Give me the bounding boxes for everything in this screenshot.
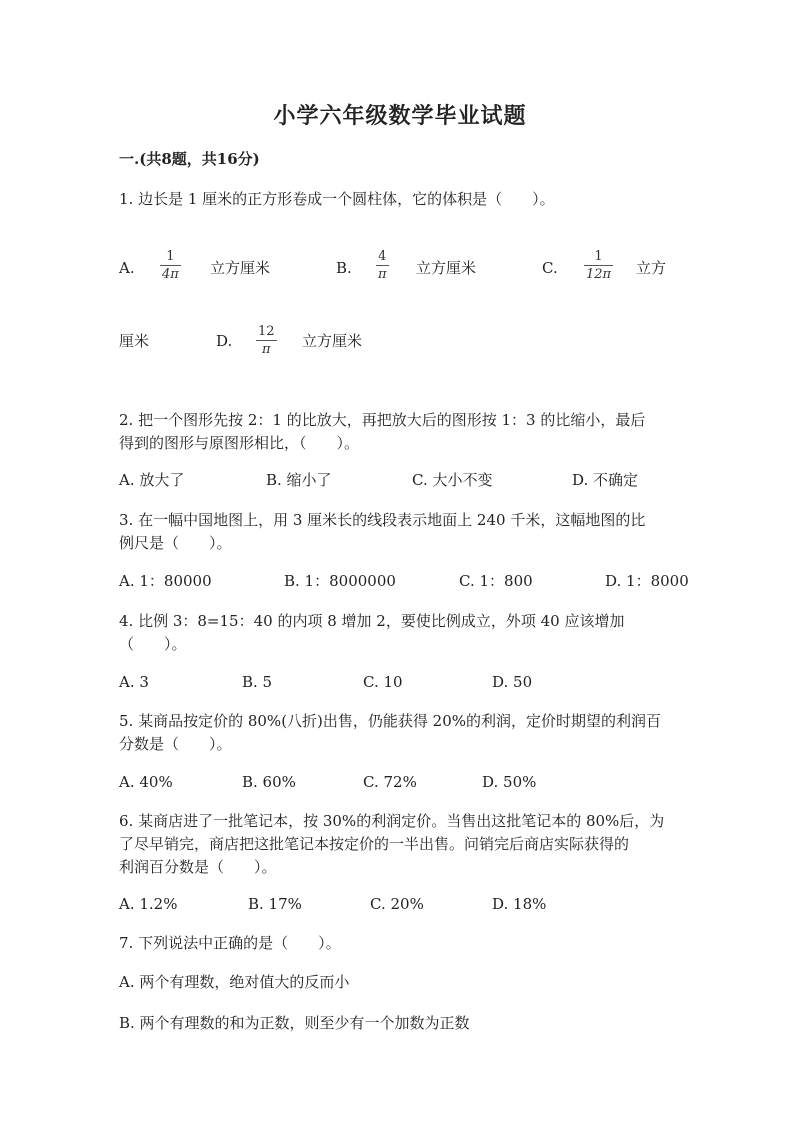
q3-option-c: C. 1：800 (459, 572, 533, 590)
fraction-numerator: 12 (258, 324, 275, 339)
fraction-denominator: 4π (162, 267, 179, 282)
question-3-stem-line-2: 例尺是（ ）。 (119, 534, 232, 552)
q5-option-d: D. 50% (482, 773, 537, 791)
q1-option-a-fraction (160, 249, 181, 282)
fraction-denominator: π (262, 342, 271, 357)
fraction-bar (584, 265, 613, 266)
question-5-stem-line-1: 5. 某商品按定价的 80%(八折)出售，仍能获得 20%的利润，定价时期望的利润百 (119, 712, 662, 730)
q6-option-d: D. 18% (492, 895, 547, 913)
q1-option-a-unit: 立方厘米 (210, 259, 271, 277)
fraction-numerator: 1 (166, 249, 175, 264)
question-4-stem-line-1: 4. 比例 3：8=15：40 的内项 8 增加 2，要使比例成立，外项 40 应该增加 (119, 612, 625, 630)
q6-option-b: B. 17% (248, 895, 302, 913)
q3-option-d: D. 1：8000 (605, 572, 689, 590)
question-3-stem-line-1: 3. 在一幅中国地图上，用 3 厘米长的线段表示地面上 240 千米，这幅地图的比 (119, 511, 646, 529)
q5-option-b: B. 60% (242, 773, 296, 791)
fraction-numerator: 4 (378, 249, 387, 264)
q4-option-c: C. 10 (363, 673, 403, 691)
q1-option-c-unit: 立方 (636, 259, 667, 277)
q2-option-d: D. 不确定 (572, 471, 639, 489)
q4-option-a: A. 3 (119, 673, 149, 691)
q7-option-b: B. 两个有理数的和为正数，则至少有一个加数为正数 (119, 1014, 470, 1032)
fraction-bar (376, 265, 389, 266)
fraction-numerator: 1 (594, 249, 603, 264)
q3-option-a: A. 1：80000 (119, 572, 212, 590)
q5-option-c: C. 72% (363, 773, 417, 791)
q7-option-a: A. 两个有理数，绝对值大的反而小 (119, 973, 350, 991)
question-6-stem-line-2: 了尽早销完，商店把这批笔记本按定价的一半出售。问销完后商店实际获得的 (119, 835, 630, 853)
question-2-stem-line-1: 2. 把一个图形先按 2：1 的比放大，再把放大后的图形按 1：3 的比缩小，最后 (119, 411, 646, 429)
fraction-bar (160, 265, 181, 266)
q1-option-a-label: A. (119, 259, 135, 277)
q1-option-d-label: D. (216, 332, 233, 350)
question-4-stem-line-2: （ ）。 (119, 635, 187, 653)
q3-option-b: B. 1：8000000 (284, 572, 396, 590)
q6-option-a: A. 1.2% (119, 895, 178, 913)
fraction-bar (256, 340, 277, 341)
question-6-stem-line-1: 6. 某商店进了一批笔记本，按 30%的利润定价。当售出这批笔记本的 80%后，为 (119, 812, 665, 830)
q4-option-d: D. 50 (492, 673, 533, 691)
q4-option-b: B. 5 (242, 673, 273, 691)
q1-option-d-fraction (256, 324, 277, 357)
question-7-stem: 7. 下列说法中正确的是（ ）。 (119, 934, 341, 952)
question-6-stem-line-3: 利润百分数是（ ）。 (119, 858, 277, 876)
q2-option-b: B. 缩小了 (266, 471, 332, 489)
q1-option-d-unit: 立方厘米 (302, 332, 363, 350)
q1-option-c-label: C. (542, 259, 558, 277)
q2-option-a: A. 放大了 (119, 471, 185, 489)
q2-option-c: C. 大小不变 (412, 471, 493, 489)
fraction-denominator: 12π (586, 267, 612, 282)
q1-option-b-fraction (376, 249, 389, 282)
question-2-stem-line-2: 得到的图形与原图形相比，（ ）。 (119, 434, 360, 452)
section-heading: 一.(共8题，共16分) (119, 150, 260, 168)
q1-option-c-fraction (584, 249, 613, 282)
q5-option-a: A. 40% (119, 773, 173, 791)
question-5-stem-line-2: 分数是（ ）。 (119, 735, 232, 753)
q1-option-b-label: B. (336, 259, 352, 277)
question-1-stem: 1. 边长是 1 厘米的正方形卷成一个圆柱体，它的体积是（ ）。 (119, 190, 555, 208)
q6-option-c: C. 20% (370, 895, 424, 913)
q1-option-b-unit: 立方厘米 (416, 259, 477, 277)
fraction-denominator: π (378, 267, 387, 282)
q1-option-c-unit-continued: 厘米 (119, 332, 150, 350)
page-title: 小学六年级数学毕业试题 (273, 103, 527, 129)
